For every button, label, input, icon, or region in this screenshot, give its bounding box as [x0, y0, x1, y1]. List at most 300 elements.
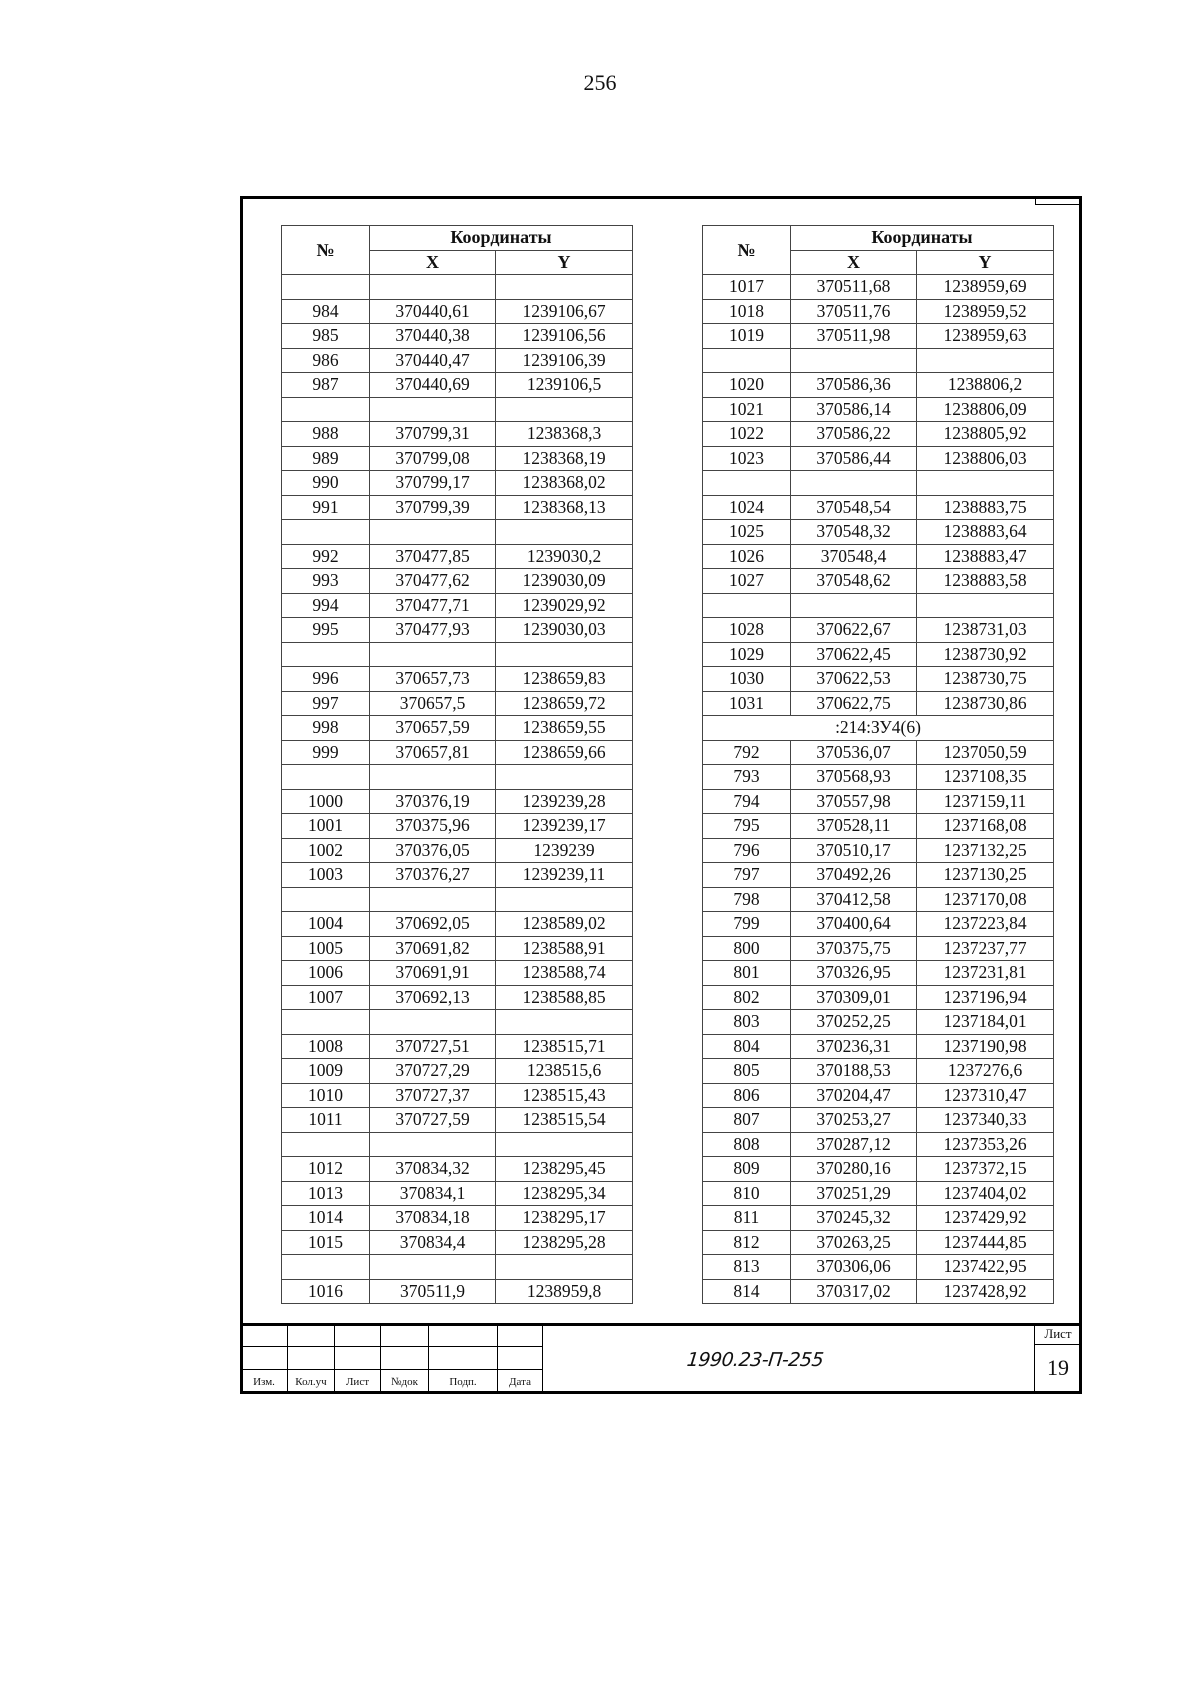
table-body-left: [282, 275, 633, 1304]
point-number-cell: 1014: [282, 1206, 370, 1231]
table-row: [282, 1157, 633, 1182]
point-number-cell: [282, 397, 370, 422]
point-number-cell: 1009: [282, 1059, 370, 1084]
y-value-cell: 1239239: [496, 838, 633, 863]
y-value-cell: 1239239,11: [496, 863, 633, 888]
y-value-cell: 1237108,35: [917, 765, 1054, 790]
y-value-cell: [496, 765, 633, 790]
table-row: [703, 912, 1054, 937]
table-row: [703, 1132, 1054, 1157]
table-row: [282, 814, 633, 839]
point-number-cell: 1011: [282, 1108, 370, 1133]
point-number-cell: [703, 593, 791, 618]
x-value-cell: 370834,32: [370, 1157, 496, 1182]
table-row: [282, 961, 633, 986]
point-number-cell: 803: [703, 1010, 791, 1035]
y-value-cell: 1238515,43: [496, 1083, 633, 1108]
point-number-cell: 1013: [282, 1181, 370, 1206]
table-row: [282, 1108, 633, 1133]
y-value-cell: [496, 275, 633, 300]
y-value-cell: 1238295,34: [496, 1181, 633, 1206]
point-number-cell: 997: [282, 691, 370, 716]
y-value-cell: 1239029,92: [496, 593, 633, 618]
point-number-cell: 1025: [703, 520, 791, 545]
point-number-cell: 1015: [282, 1230, 370, 1255]
table-row: [282, 912, 633, 937]
y-value-cell: 1237190,98: [917, 1034, 1054, 1059]
y-value-cell: 1238730,86: [917, 691, 1054, 716]
table-row: [282, 887, 633, 912]
point-number-cell: 801: [703, 961, 791, 986]
y-value-cell: 1238731,03: [917, 618, 1054, 643]
point-number-cell: 1003: [282, 863, 370, 888]
y-value-cell: 1238588,91: [496, 936, 633, 961]
y-value-cell: 1238959,52: [917, 299, 1054, 324]
x-value-cell: 370586,36: [791, 373, 917, 398]
x-value-cell: [370, 887, 496, 912]
x-value-cell: 370280,16: [791, 1157, 917, 1182]
x-value-cell: 370528,11: [791, 814, 917, 839]
x-value-cell: 370727,37: [370, 1083, 496, 1108]
x-value-cell: 370326,95: [791, 961, 917, 986]
point-number-cell: 992: [282, 544, 370, 569]
y-value-cell: 1238806,03: [917, 446, 1054, 471]
coords-header: Координаты: [791, 226, 1054, 251]
table-row: [703, 495, 1054, 520]
x-value-cell: 370252,25: [791, 1010, 917, 1035]
y-value-cell: 1239239,28: [496, 789, 633, 814]
table-row: [703, 1083, 1054, 1108]
y-value-cell: 1238368,3: [496, 422, 633, 447]
table-row: [282, 716, 633, 741]
y-value-cell: 1238959,69: [917, 275, 1054, 300]
x-value-cell: 370251,29: [791, 1181, 917, 1206]
x-value-cell: [791, 593, 917, 618]
y-value-cell: 1237310,47: [917, 1083, 1054, 1108]
point-number-cell: 796: [703, 838, 791, 863]
y-value-cell: 1239106,67: [496, 299, 633, 324]
table-row: [282, 373, 633, 398]
table-row: [282, 544, 633, 569]
y-value-cell: 1237170,08: [917, 887, 1054, 912]
x-value-cell: 370440,69: [370, 373, 496, 398]
x-value-cell: 370511,76: [791, 299, 917, 324]
y-value-cell: 1237276,6: [917, 1059, 1054, 1084]
document-code: 1990.23-П-255: [685, 1349, 825, 1371]
x-value-cell: 370204,47: [791, 1083, 917, 1108]
y-value-cell: 1238730,92: [917, 642, 1054, 667]
point-number-cell: [282, 1132, 370, 1157]
point-number-cell: [703, 471, 791, 496]
point-number-cell: 985: [282, 324, 370, 349]
x-value-cell: 370477,62: [370, 569, 496, 594]
point-number-cell: 1004: [282, 912, 370, 937]
y-value-cell: 1237130,25: [917, 863, 1054, 888]
table-row: [282, 324, 633, 349]
table-row: [703, 814, 1054, 839]
y-value-cell: [496, 1010, 633, 1035]
point-number-cell: [282, 1010, 370, 1035]
x-value-cell: 370586,44: [791, 446, 917, 471]
table-row: [703, 1181, 1054, 1206]
x-value-cell: 370440,61: [370, 299, 496, 324]
table-row: [703, 691, 1054, 716]
y-value-cell: 1237168,08: [917, 814, 1054, 839]
table-row: [703, 961, 1054, 986]
table-row: [703, 348, 1054, 373]
table-row: [703, 1059, 1054, 1084]
y-value-cell: 1238659,83: [496, 667, 633, 692]
point-number-cell: 1006: [282, 961, 370, 986]
y-value-cell: 1237231,81: [917, 961, 1054, 986]
table-row: [703, 985, 1054, 1010]
x-header: X: [370, 250, 496, 275]
coords-header: Координаты: [370, 226, 633, 251]
x-value-cell: [370, 765, 496, 790]
x-value-cell: 370799,31: [370, 422, 496, 447]
point-number-cell: 1018: [703, 299, 791, 324]
point-number-cell: 809: [703, 1157, 791, 1182]
table-row: [282, 1230, 633, 1255]
table-row: [282, 765, 633, 790]
y-value-cell: 1238883,75: [917, 495, 1054, 520]
x-value-cell: 370236,31: [791, 1034, 917, 1059]
y-value-cell: 1238588,85: [496, 985, 633, 1010]
stamp-top-line: [240, 1323, 1082, 1326]
table-row: [282, 1034, 633, 1059]
x-value-cell: 370622,45: [791, 642, 917, 667]
point-number-cell: 810: [703, 1181, 791, 1206]
sheet-label: Лист: [1035, 1323, 1081, 1345]
x-value-cell: 370657,81: [370, 740, 496, 765]
point-number-cell: 1026: [703, 544, 791, 569]
point-number-cell: 811: [703, 1206, 791, 1231]
x-value-cell: 370309,01: [791, 985, 917, 1010]
point-number-cell: 1027: [703, 569, 791, 594]
x-value-cell: 370691,91: [370, 961, 496, 986]
x-value-cell: 370263,25: [791, 1230, 917, 1255]
point-number-cell: [282, 520, 370, 545]
x-value-cell: 370692,13: [370, 985, 496, 1010]
table-row: [282, 593, 633, 618]
table-row: [703, 373, 1054, 398]
point-number-cell: 984: [282, 299, 370, 324]
table-row: [282, 520, 633, 545]
x-value-cell: 370440,47: [370, 348, 496, 373]
table-row: [703, 863, 1054, 888]
x-header: X: [791, 250, 917, 275]
point-number-cell: 1019: [703, 324, 791, 349]
y-value-cell: 1238806,09: [917, 397, 1054, 422]
x-value-cell: 370511,68: [791, 275, 917, 300]
y-value-cell: 1237429,92: [917, 1206, 1054, 1231]
table-row: [282, 740, 633, 765]
table-row: [282, 838, 633, 863]
table-row: [282, 299, 633, 324]
y-value-cell: 1238659,66: [496, 740, 633, 765]
y-value-cell: 1238883,58: [917, 569, 1054, 594]
point-number-cell: 814: [703, 1279, 791, 1304]
y-value-cell: 1238295,17: [496, 1206, 633, 1231]
point-number-cell: 804: [703, 1034, 791, 1059]
point-number-cell: 793: [703, 765, 791, 790]
point-number-cell: 799: [703, 912, 791, 937]
point-number-cell: 808: [703, 1132, 791, 1157]
x-value-cell: 370834,1: [370, 1181, 496, 1206]
point-number-cell: [282, 275, 370, 300]
table-row: [703, 1279, 1054, 1304]
x-value-cell: 370657,5: [370, 691, 496, 716]
table-row: [282, 1181, 633, 1206]
table-row: [282, 569, 633, 594]
x-value-cell: 370622,53: [791, 667, 917, 692]
table-row: [282, 495, 633, 520]
y-header: Y: [917, 250, 1054, 275]
y-value-cell: 1237340,33: [917, 1108, 1054, 1133]
table-row: [703, 275, 1054, 300]
table-row: [703, 1206, 1054, 1231]
y-value-cell: 1239106,56: [496, 324, 633, 349]
x-value-cell: 370834,4: [370, 1230, 496, 1255]
table-row: [703, 471, 1054, 496]
point-number-cell: 989: [282, 446, 370, 471]
point-number-cell: 805: [703, 1059, 791, 1084]
table-row: [703, 324, 1054, 349]
y-value-cell: 1237132,25: [917, 838, 1054, 863]
point-number-cell: 1010: [282, 1083, 370, 1108]
point-number-cell: 798: [703, 887, 791, 912]
y-value-cell: 1238515,6: [496, 1059, 633, 1084]
point-number-cell: 1012: [282, 1157, 370, 1182]
table-row: [282, 446, 633, 471]
point-number-cell: 807: [703, 1108, 791, 1133]
y-value-cell: [917, 348, 1054, 373]
point-number-cell: 1029: [703, 642, 791, 667]
table-row: [703, 642, 1054, 667]
table-row: [282, 397, 633, 422]
point-number-cell: 800: [703, 936, 791, 961]
table-row: [282, 691, 633, 716]
sheet-box: [1034, 1323, 1082, 1394]
point-number-cell: 991: [282, 495, 370, 520]
y-value-cell: 1238295,28: [496, 1230, 633, 1255]
y-value-cell: 1238659,72: [496, 691, 633, 716]
x-value-cell: 370245,32: [791, 1206, 917, 1231]
point-number-cell: 812: [703, 1230, 791, 1255]
y-value-cell: 1239106,5: [496, 373, 633, 398]
point-number-cell: [282, 642, 370, 667]
x-value-cell: 370548,62: [791, 569, 917, 594]
y-value-cell: 1238730,75: [917, 667, 1054, 692]
coordinates-table-right: [702, 225, 1054, 1304]
table-row: [282, 618, 633, 643]
point-number-cell: 1002: [282, 838, 370, 863]
x-value-cell: 370440,38: [370, 324, 496, 349]
y-value-cell: 1238368,19: [496, 446, 633, 471]
x-value-cell: 370622,75: [791, 691, 917, 716]
y-value-cell: 1237159,11: [917, 789, 1054, 814]
point-number-cell: [282, 887, 370, 912]
point-number-cell: 993: [282, 569, 370, 594]
table-row: [282, 1010, 633, 1035]
y-value-cell: 1238806,2: [917, 373, 1054, 398]
x-value-cell: 370477,85: [370, 544, 496, 569]
stamp-label-podp: Подп.: [429, 1370, 498, 1394]
y-value-cell: 1238659,55: [496, 716, 633, 741]
table-row: [282, 642, 633, 667]
point-number-cell: [703, 348, 791, 373]
table-row: [703, 1108, 1054, 1133]
table-row: [703, 1034, 1054, 1059]
x-value-cell: 370287,12: [791, 1132, 917, 1157]
point-number-cell: 998: [282, 716, 370, 741]
x-value-cell: 370253,27: [791, 1108, 917, 1133]
point-number-cell: 795: [703, 814, 791, 839]
y-value-cell: [917, 471, 1054, 496]
y-value-cell: 1237372,15: [917, 1157, 1054, 1182]
table-row: [282, 348, 633, 373]
y-value-cell: 1237404,02: [917, 1181, 1054, 1206]
y-value-cell: 1239106,39: [496, 348, 633, 373]
y-value-cell: [496, 397, 633, 422]
x-value-cell: 370727,51: [370, 1034, 496, 1059]
table-row: [703, 1230, 1054, 1255]
table-row: [703, 397, 1054, 422]
x-value-cell: 370586,22: [791, 422, 917, 447]
x-value-cell: [370, 397, 496, 422]
x-value-cell: 370692,05: [370, 912, 496, 937]
x-value-cell: 370510,17: [791, 838, 917, 863]
point-number-cell: 1016: [282, 1279, 370, 1304]
table-row: [703, 1255, 1054, 1280]
table-row: [703, 667, 1054, 692]
x-value-cell: 370548,54: [791, 495, 917, 520]
num-header: №: [703, 226, 791, 275]
point-number-cell: 792: [703, 740, 791, 765]
y-value-cell: 1237223,84: [917, 912, 1054, 937]
point-number-cell: 1023: [703, 446, 791, 471]
x-value-cell: 370188,53: [791, 1059, 917, 1084]
table-row: [703, 299, 1054, 324]
sheet-number: 19: [1047, 1355, 1069, 1380]
stamp-label-list: Лист: [335, 1370, 381, 1394]
table-row: [282, 275, 633, 300]
point-number-cell: 813: [703, 1255, 791, 1280]
table-row: [703, 716, 1054, 741]
point-number-cell: 988: [282, 422, 370, 447]
point-number-cell: 987: [282, 373, 370, 398]
point-number-cell: 994: [282, 593, 370, 618]
x-value-cell: [791, 348, 917, 373]
x-value-cell: 370657,73: [370, 667, 496, 692]
y-value-cell: [496, 1132, 633, 1157]
x-value-cell: 370548,32: [791, 520, 917, 545]
y-value-cell: 1239030,2: [496, 544, 633, 569]
page-number: 256: [583, 70, 617, 95]
table-row: [282, 1206, 633, 1231]
point-number-cell: 806: [703, 1083, 791, 1108]
x-value-cell: 370834,18: [370, 1206, 496, 1231]
y-value-cell: 1238883,64: [917, 520, 1054, 545]
x-value-cell: [370, 275, 496, 300]
point-number-cell: 797: [703, 863, 791, 888]
x-value-cell: 370557,98: [791, 789, 917, 814]
table-body-right: [703, 275, 1054, 1304]
x-value-cell: 370492,26: [791, 863, 917, 888]
x-value-cell: [791, 471, 917, 496]
x-value-cell: 370727,59: [370, 1108, 496, 1133]
table-row: [703, 569, 1054, 594]
y-value-cell: 1238515,71: [496, 1034, 633, 1059]
point-number-cell: 986: [282, 348, 370, 373]
table-row: [282, 1255, 633, 1280]
x-value-cell: 370586,14: [791, 397, 917, 422]
x-value-cell: 370727,29: [370, 1059, 496, 1084]
x-value-cell: [370, 1132, 496, 1157]
x-value-cell: 370536,07: [791, 740, 917, 765]
y-value-cell: 1238588,74: [496, 961, 633, 986]
table-row: [703, 422, 1054, 447]
x-value-cell: 370799,08: [370, 446, 496, 471]
point-number-cell: 1021: [703, 397, 791, 422]
table-row: [282, 1059, 633, 1084]
point-number-cell: 1017: [703, 275, 791, 300]
y-value-cell: [496, 887, 633, 912]
point-number-cell: 1007: [282, 985, 370, 1010]
point-number-cell: 1008: [282, 1034, 370, 1059]
table-row: [703, 936, 1054, 961]
y-value-cell: 1237444,85: [917, 1230, 1054, 1255]
table-row: [703, 740, 1054, 765]
x-value-cell: [370, 1010, 496, 1035]
y-value-cell: 1238883,47: [917, 544, 1054, 569]
y-value-cell: 1238959,8: [496, 1279, 633, 1304]
x-value-cell: 370548,4: [791, 544, 917, 569]
table-row: [703, 1010, 1054, 1035]
x-value-cell: 370511,98: [791, 324, 917, 349]
point-number-cell: 794: [703, 789, 791, 814]
frame-corner-tab: [1035, 196, 1081, 205]
table-row: [282, 422, 633, 447]
y-value-cell: 1238589,02: [496, 912, 633, 937]
table-row: [703, 520, 1054, 545]
point-number-cell: 999: [282, 740, 370, 765]
y-value-cell: [496, 1255, 633, 1280]
table-row: [282, 667, 633, 692]
x-value-cell: 370306,06: [791, 1255, 917, 1280]
section-label-cell: :214:ЗУ4(6): [703, 716, 1054, 741]
point-number-cell: [282, 765, 370, 790]
point-number-cell: 1001: [282, 814, 370, 839]
table-row: [282, 1279, 633, 1304]
y-value-cell: 1237184,01: [917, 1010, 1054, 1035]
y-value-cell: 1238515,54: [496, 1108, 633, 1133]
table-row: [703, 1157, 1054, 1182]
x-value-cell: 370799,39: [370, 495, 496, 520]
point-number-cell: 1000: [282, 789, 370, 814]
y-value-cell: 1237237,77: [917, 936, 1054, 961]
y-value-cell: [496, 642, 633, 667]
x-value-cell: [370, 642, 496, 667]
point-number-cell: 996: [282, 667, 370, 692]
point-number-cell: [282, 1255, 370, 1280]
stamp-label-data: Дата: [498, 1370, 543, 1394]
y-value-cell: 1237353,26: [917, 1132, 1054, 1157]
point-number-cell: 1024: [703, 495, 791, 520]
table-row: [282, 1083, 633, 1108]
table-row: [282, 985, 633, 1010]
x-value-cell: 370400,64: [791, 912, 917, 937]
